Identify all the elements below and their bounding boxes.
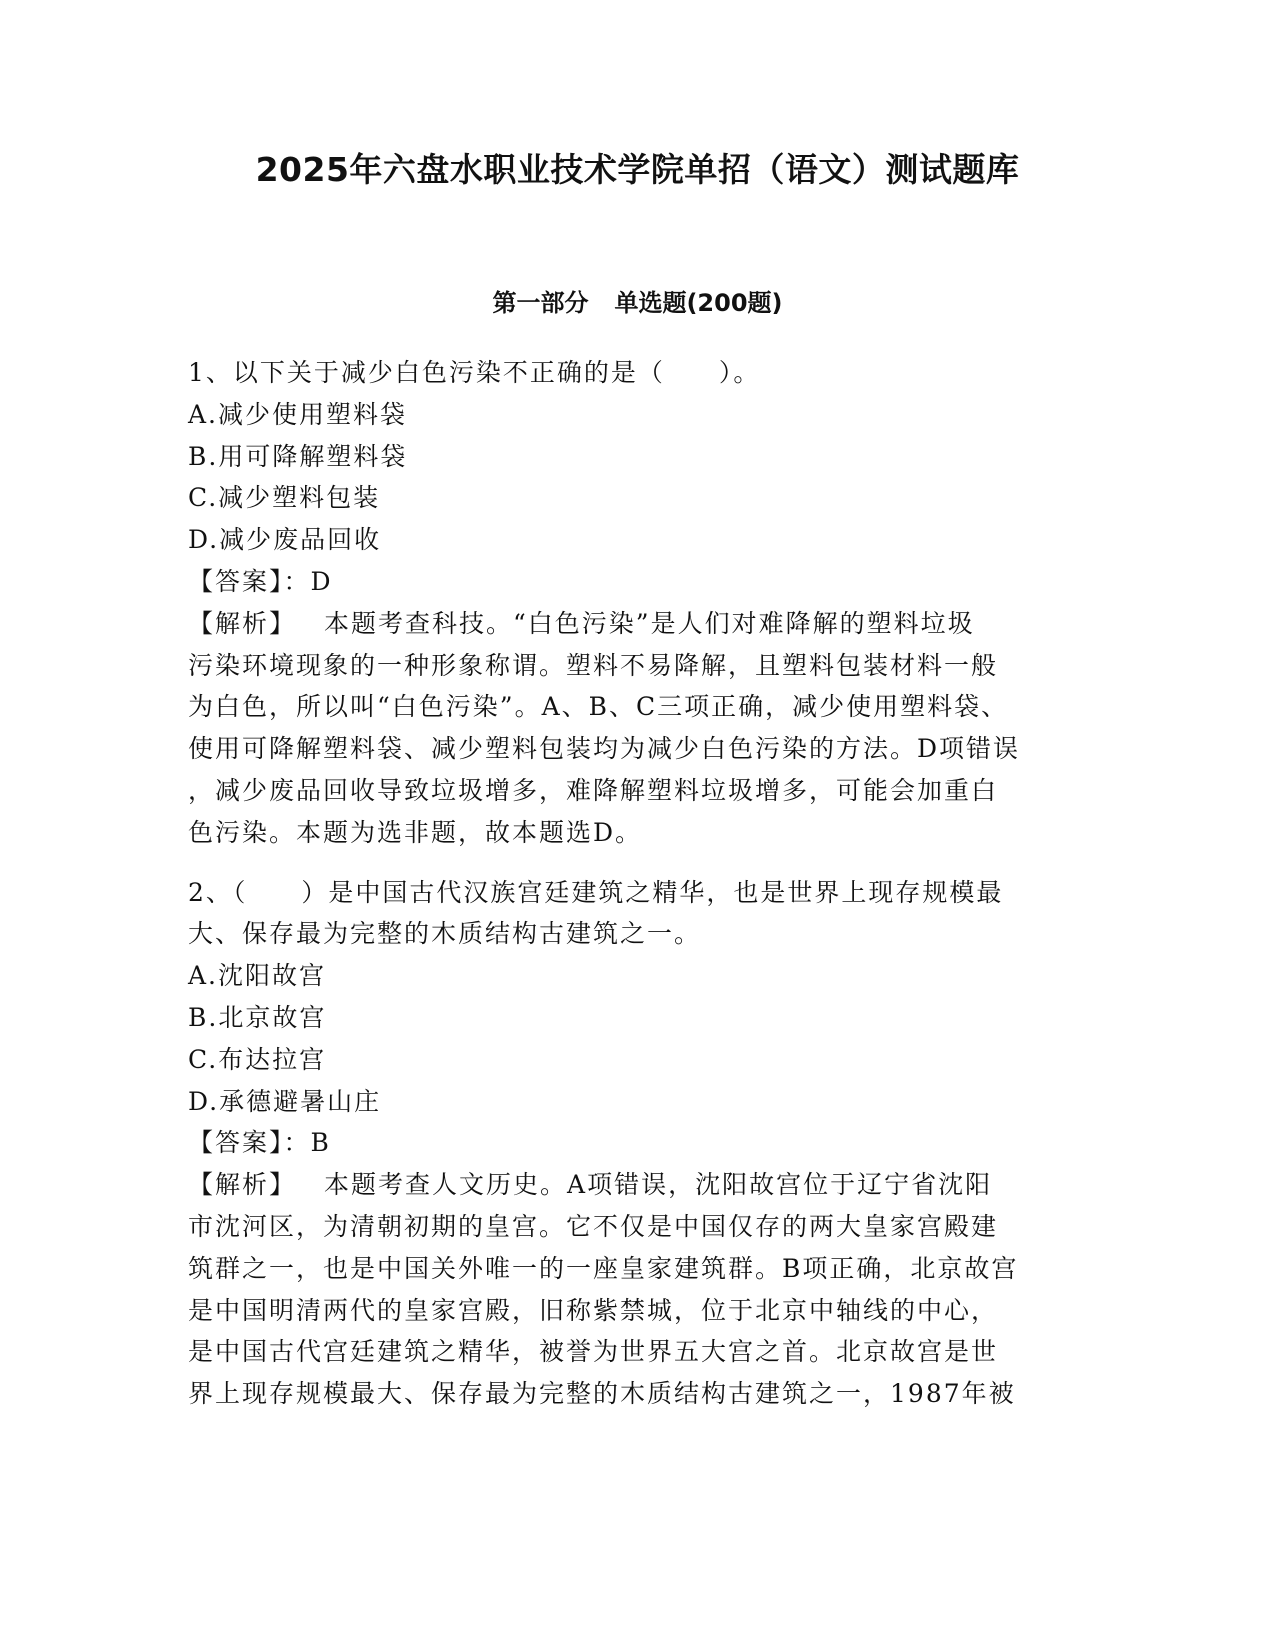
option-a: A.减少使用塑料袋 (188, 399, 408, 429)
question-1 (188, 352, 1068, 854)
analysis-line: 是中国古代宫廷建筑之精华，被誉为世界五大宫之首。北京故宫是世 (188, 1337, 999, 1367)
question-stem: 1、以下关于减少白色污染不正确的是（ ）。 (188, 358, 761, 387)
analysis-line: 色污染。本题为选非题，故本题选D。 (188, 817, 643, 847)
option-d: D.减少废品回收 (188, 525, 382, 555)
option-a: A.沈阳故宫 (188, 961, 327, 991)
answer-value: B (310, 1128, 331, 1158)
analysis-line (188, 1164, 1068, 1206)
analysis-line: 筑群之一，也是中国关外唯一的一座皇家建筑群。B项正确，北京故宫 (188, 1253, 1019, 1283)
document-title: 2025年六盘水职业技术学院单招（语文）测试题库 (255, 150, 1020, 189)
analysis-label: 【解析】 (188, 1170, 297, 1200)
option-b: B.北京故宫 (188, 1002, 327, 1032)
analysis-line: 为白色，所以叫“白色污染”。A、B、C三项正确，减少使用塑料袋、 (188, 692, 1009, 722)
section-name: 第一部分 (492, 289, 589, 317)
option-d: D.承德避暑山庄 (188, 1086, 382, 1116)
analysis (188, 1164, 1068, 1415)
option-b: B.用可降解塑料袋 (188, 441, 408, 471)
analysis-text: 本题考查人文历史。A项错误，沈阳故宫位于辽宁省沈阳 (324, 1170, 993, 1200)
answer-label: 【答案】： (188, 1128, 311, 1158)
analysis-line (188, 603, 1068, 645)
section-heading (0, 286, 1275, 320)
question-2 (188, 872, 1068, 1415)
analysis-label: 【解析】 (188, 608, 297, 638)
analysis-line: 界上现存规模最大、保存最为完整的木质结构古建筑之一，1987年被 (188, 1379, 1016, 1409)
analysis-line: 是中国明清两代的皇家宫殿，旧称紫禁城，位于北京中轴线的中心， (188, 1295, 999, 1325)
answer-line (188, 1122, 1068, 1164)
option-c: C.布达拉宫 (188, 1044, 327, 1074)
section-title: 单选题(200题) (614, 289, 783, 317)
answer-label: 【答案】： (188, 566, 311, 596)
analysis (188, 603, 1068, 854)
analysis-line: 市沈河区，为清朝初期的皇宫。它不仅是中国仅存的两大皇家宫殿建 (188, 1211, 999, 1241)
analysis-line: 使用可降解塑料袋、减少塑料包装均为减少白色污染的方法。D项错误 (188, 734, 1021, 764)
analysis-text: 本题考查科技。“白色污染”是人们对难降解的塑料垃圾 (324, 608, 975, 638)
question-stem: 2、（ ）是中国古代汉族宫廷建筑之精华，也是世界上现存规模最 (188, 877, 1004, 907)
answer-line (188, 561, 1068, 603)
question-stem: 大、保存最为完整的木质结构古建筑之一。 (188, 919, 702, 949)
question-list (188, 352, 1068, 1415)
option-c: C.减少塑料包装 (188, 483, 381, 513)
analysis-line: ，减少废品回收导致垃圾增多，难降解塑料垃圾增多，可能会加重白 (188, 775, 999, 805)
analysis-line: 污染环境现象的一种形象称谓。塑料不易降解，且塑料包装材料一般 (188, 650, 999, 680)
answer-value: D (310, 566, 333, 596)
